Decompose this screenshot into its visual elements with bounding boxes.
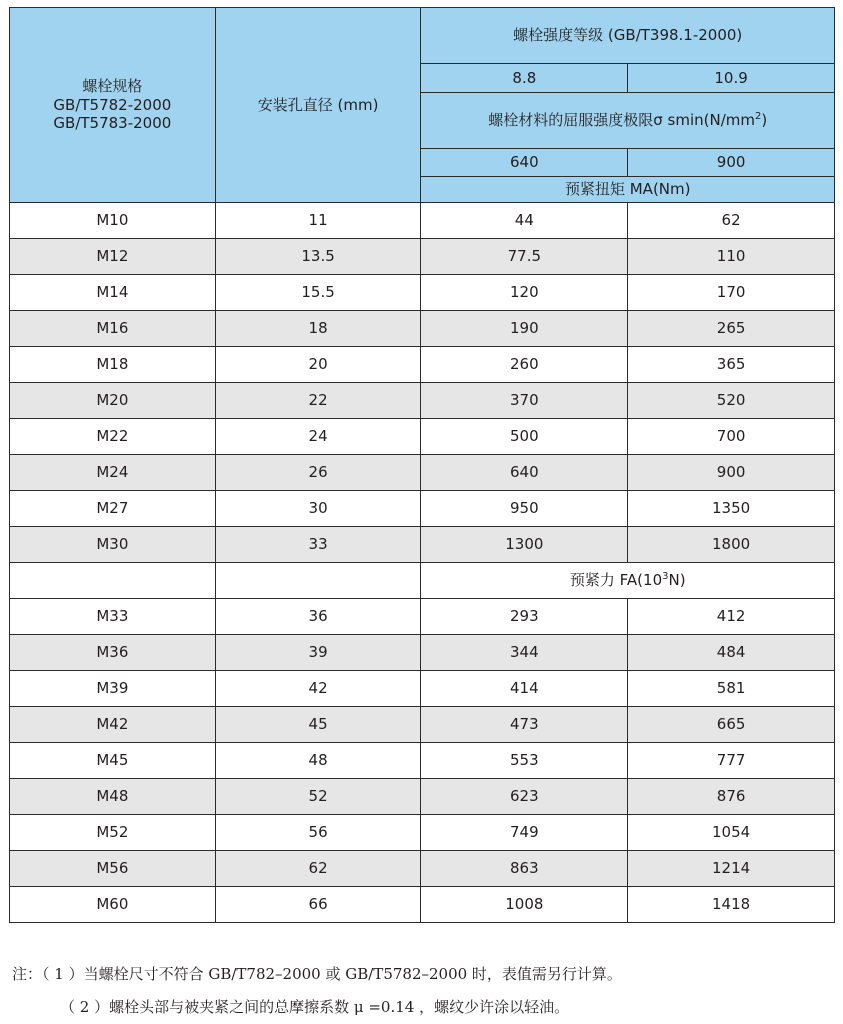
cell-g88: 553 bbox=[421, 743, 628, 779]
cell-g88: 863 bbox=[421, 851, 628, 887]
cell-hole: 39 bbox=[215, 635, 421, 671]
yield-strength-header: 螺栓材料的屈服强度极限σ $smin(N/mm^2)$ bbox=[421, 93, 835, 149]
bolt-torque-table bbox=[9, 7, 835, 923]
table-row bbox=[10, 707, 835, 743]
cell-spec: M22 bbox=[10, 419, 216, 455]
cell-g88: 623 bbox=[421, 779, 628, 815]
cell-hole: 30 bbox=[215, 491, 421, 527]
cell-g88: 120 bbox=[421, 275, 628, 311]
cell-g109: 110 bbox=[628, 239, 835, 275]
cell-hole: 42 bbox=[215, 671, 421, 707]
force-section-row bbox=[10, 563, 835, 599]
cell-spec: M60 bbox=[10, 887, 216, 923]
table-row bbox=[10, 851, 835, 887]
cell-g88: 749 bbox=[421, 815, 628, 851]
cell-spec: M24 bbox=[10, 455, 216, 491]
cell-spec: M39 bbox=[10, 671, 216, 707]
cell-spec: M42 bbox=[10, 707, 216, 743]
cell-g88: 950 bbox=[421, 491, 628, 527]
hole-diameter-header: 安装孔直径 (mm) bbox=[215, 8, 421, 203]
yield-109-value: 900 bbox=[628, 149, 835, 177]
cell-g88: 44 bbox=[421, 203, 628, 239]
cell-g88: 1300 bbox=[421, 527, 628, 563]
cell-hole: 48 bbox=[215, 743, 421, 779]
cell-hole: 15.5 bbox=[215, 275, 421, 311]
cell-spec: M14 bbox=[10, 275, 216, 311]
cell-spec: M45 bbox=[10, 743, 216, 779]
cell-hole: 62 bbox=[215, 851, 421, 887]
table-row bbox=[10, 815, 835, 851]
grade-header: 螺栓强度等级 (GB/T398.1-2000) bbox=[421, 8, 835, 64]
cell-spec: M27 bbox=[10, 491, 216, 527]
cell-hole: 24 bbox=[215, 419, 421, 455]
table-row bbox=[10, 599, 835, 635]
cell-hole: 56 bbox=[215, 815, 421, 851]
table-row bbox=[10, 635, 835, 671]
grade-88-header: 8.8 bbox=[421, 64, 628, 93]
empty-cell bbox=[215, 563, 421, 599]
bolt-spec-standard-2: GB/T5783-2000 bbox=[53, 114, 172, 133]
table-row bbox=[10, 455, 835, 491]
cell-g88: 190 bbox=[421, 311, 628, 347]
cell-spec: M10 bbox=[10, 203, 216, 239]
cell-spec: M48 bbox=[10, 779, 216, 815]
table-row bbox=[10, 527, 835, 563]
table-row bbox=[10, 203, 835, 239]
cell-g109: 1418 bbox=[628, 887, 835, 923]
cell-hole: 33 bbox=[215, 527, 421, 563]
cell-g109: 484 bbox=[628, 635, 835, 671]
cell-hole: 26 bbox=[215, 455, 421, 491]
table-row bbox=[10, 671, 835, 707]
cell-g109: 777 bbox=[628, 743, 835, 779]
table-row bbox=[10, 311, 835, 347]
table-row bbox=[10, 347, 835, 383]
note-2: （ 2 ）螺栓头部与被夹紧之间的总摩擦系数 μ =0.14 ，螺纹少许涂以轻油。 bbox=[60, 998, 570, 1016]
cell-g109: 876 bbox=[628, 779, 835, 815]
cell-spec: M16 bbox=[10, 311, 216, 347]
table-row bbox=[10, 491, 835, 527]
table-row bbox=[10, 383, 835, 419]
cell-g109: 265 bbox=[628, 311, 835, 347]
cell-hole: 13.5 bbox=[215, 239, 421, 275]
table-row bbox=[10, 887, 835, 923]
bolt-spec-standard-1: GB/T5782-2000 bbox=[53, 95, 172, 114]
bolt-spec-title: 螺栓规格 bbox=[82, 76, 143, 95]
cell-spec: M18 bbox=[10, 347, 216, 383]
table-row bbox=[10, 743, 835, 779]
force-header: 预紧力 $FA(10^3N)$ bbox=[421, 563, 835, 599]
cell-g109: 365 bbox=[628, 347, 835, 383]
cell-g109: 1214 bbox=[628, 851, 835, 887]
cell-g88: 414 bbox=[421, 671, 628, 707]
cell-g88: 293 bbox=[421, 599, 628, 635]
notes bbox=[12, 958, 832, 1024]
torque-header: 预紧扭矩 MA(Nm) bbox=[421, 177, 835, 203]
cell-hole: 66 bbox=[215, 887, 421, 923]
cell-g109: 1054 bbox=[628, 815, 835, 851]
cell-g109: 412 bbox=[628, 599, 835, 635]
cell-hole: 45 bbox=[215, 707, 421, 743]
grade-109-header: 10.9 bbox=[628, 64, 835, 93]
cell-g109: 900 bbox=[628, 455, 835, 491]
bolt-spec-header bbox=[10, 8, 216, 203]
cell-g109: 62 bbox=[628, 203, 835, 239]
table-row bbox=[10, 419, 835, 455]
cell-g88: 344 bbox=[421, 635, 628, 671]
cell-g109: 665 bbox=[628, 707, 835, 743]
table-row bbox=[10, 275, 835, 311]
cell-hole: 36 bbox=[215, 599, 421, 635]
yield-88-value: 640 bbox=[421, 149, 628, 177]
cell-g88: 640 bbox=[421, 455, 628, 491]
table-row bbox=[10, 239, 835, 275]
cell-spec: M33 bbox=[10, 599, 216, 635]
note-1: 注：（ 1 ）当螺栓尺寸不符合 GB/T782–2000 或 GB/T5782–2000 时，表值需另行计算。 bbox=[12, 965, 622, 983]
cell-g109: 170 bbox=[628, 275, 835, 311]
cell-g88: 77.5 bbox=[421, 239, 628, 275]
cell-spec: M52 bbox=[10, 815, 216, 851]
cell-g88: 370 bbox=[421, 383, 628, 419]
cell-spec: M36 bbox=[10, 635, 216, 671]
cell-spec: M56 bbox=[10, 851, 216, 887]
cell-spec: M20 bbox=[10, 383, 216, 419]
cell-g88: 500 bbox=[421, 419, 628, 455]
cell-hole: 18 bbox=[215, 311, 421, 347]
table-row bbox=[10, 779, 835, 815]
cell-g109: 520 bbox=[628, 383, 835, 419]
cell-hole: 20 bbox=[215, 347, 421, 383]
cell-hole: 52 bbox=[215, 779, 421, 815]
cell-spec: M30 bbox=[10, 527, 216, 563]
cell-g109: 1800 bbox=[628, 527, 835, 563]
cell-g88: 473 bbox=[421, 707, 628, 743]
cell-g88: 260 bbox=[421, 347, 628, 383]
cell-spec: M12 bbox=[10, 239, 216, 275]
empty-cell bbox=[10, 563, 216, 599]
cell-hole: 11 bbox=[215, 203, 421, 239]
cell-g109: 700 bbox=[628, 419, 835, 455]
cell-g109: 581 bbox=[628, 671, 835, 707]
cell-g109: 1350 bbox=[628, 491, 835, 527]
cell-hole: 22 bbox=[215, 383, 421, 419]
cell-g88: 1008 bbox=[421, 887, 628, 923]
